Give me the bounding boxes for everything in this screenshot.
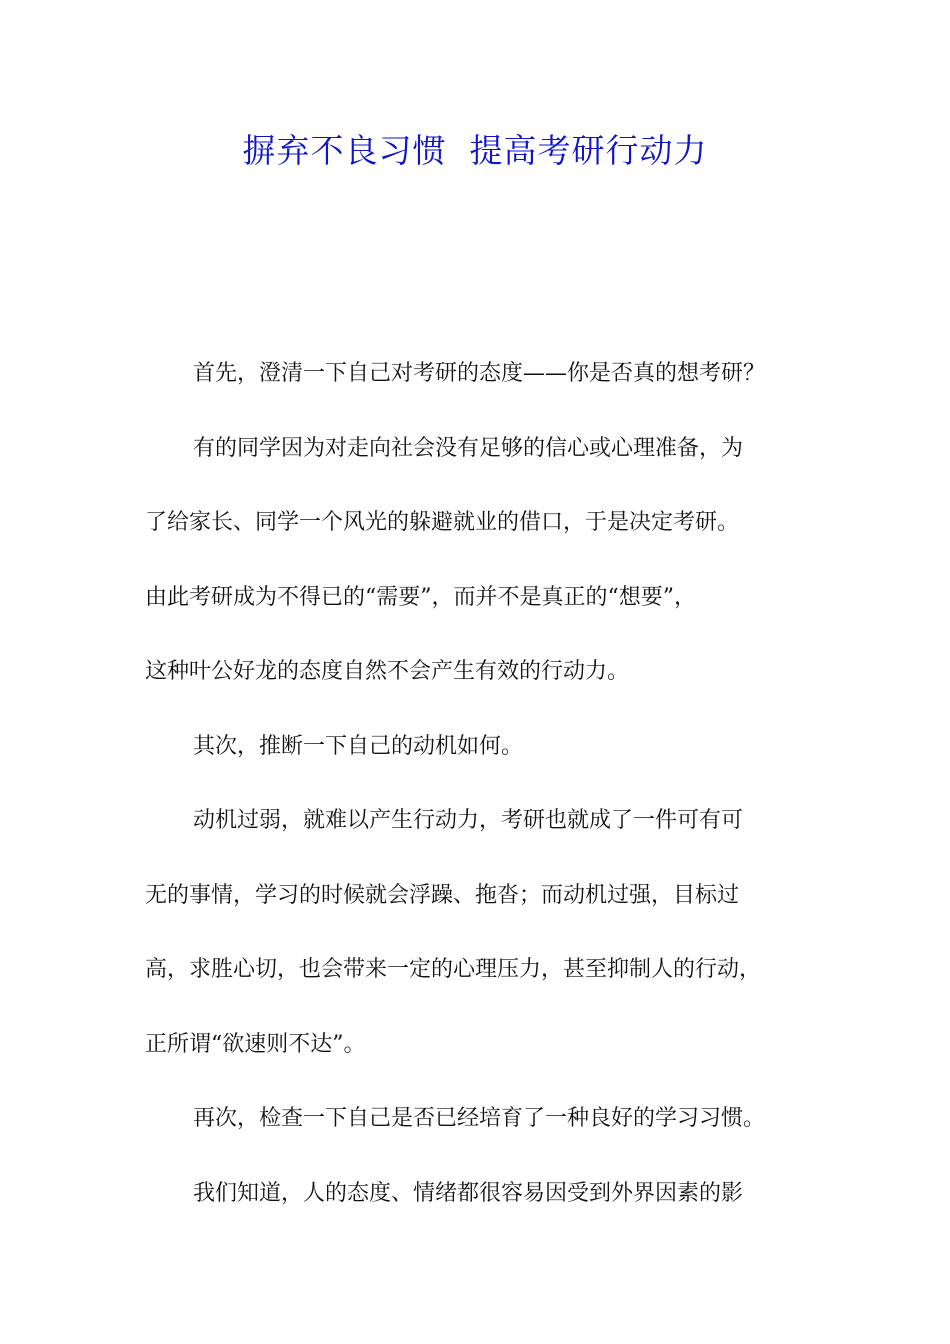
paragraph-line: 有的同学因为对走向社会没有足够的信心或心理准备，为 [193,435,744,461]
paragraph-line: 高，求胜心切，也会带来一定的心理压力，甚至抑制人的行动， [145,957,762,982]
document-title: 摒弃不良习惯 提高考研行动力 [242,131,708,170]
paragraph-line: 由此考研成为不得已的“需要”，而并不是真正的“想要”， [145,584,696,610]
paragraph-line: 动机过弱，就难以产生行动力，考研也就成了一件可有可 [193,808,744,833]
paragraph-line: 其次，推断一下自己的动机如何。 [193,733,524,759]
paragraph-line: 再次，检查一下自己是否已经培育了一种良好的学习习惯。 [193,1106,766,1131]
document-body [145,337,835,1231]
paragraph-line: 这种叶公好龙的态度自然不会产生有效的行动力。 [145,659,630,684]
paragraph-line: 正所谓“欲速则不达”。 [145,1031,366,1057]
paragraph-line: 首先，澄清一下自己对考研的态度——你是否真的想考研？ [193,361,766,386]
paragraph-line: 了给家长、同学一个风光的躲避就业的借口，于是决定考研。 [145,510,740,535]
paragraph-line: 无的事情，学习的时候就会浮躁、拖沓；而动机过强，目标过 [145,882,740,908]
paragraph-line: 我们知道，人的态度、情绪都很容易因受到外界因素的影 [193,1180,744,1206]
